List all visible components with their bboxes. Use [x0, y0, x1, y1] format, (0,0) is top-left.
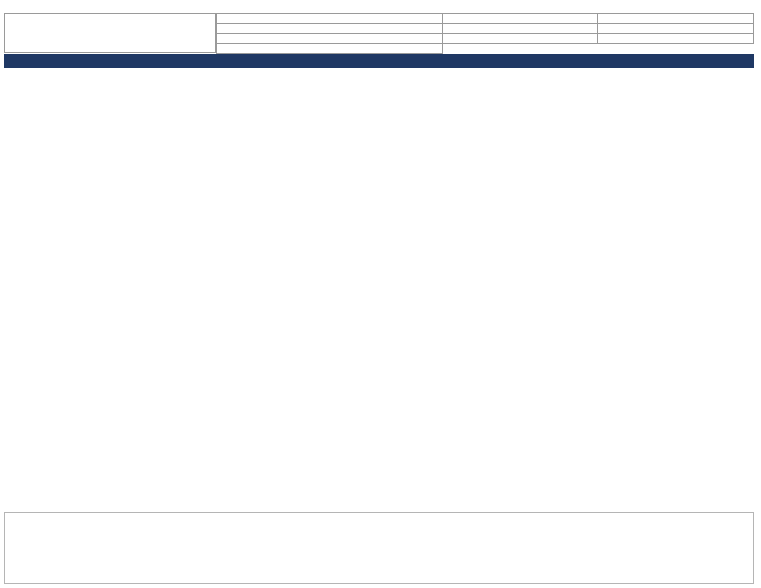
obra-label — [442, 14, 598, 24]
empresa-label — [217, 14, 443, 24]
header-info — [216, 13, 754, 53]
camada-label — [598, 24, 754, 34]
mes-referencia-label — [598, 14, 754, 24]
trecho-label — [217, 24, 443, 34]
material-label — [598, 34, 754, 44]
header-left-blank — [4, 13, 216, 53]
compaction-chart — [4, 512, 754, 584]
sub-trecho-label — [217, 34, 443, 44]
page-title — [4, 54, 754, 68]
compaction-bar-chart — [5, 513, 753, 583]
rodovia-label — [442, 24, 598, 34]
lote-label — [442, 34, 598, 44]
segmento-label — [217, 44, 443, 54]
